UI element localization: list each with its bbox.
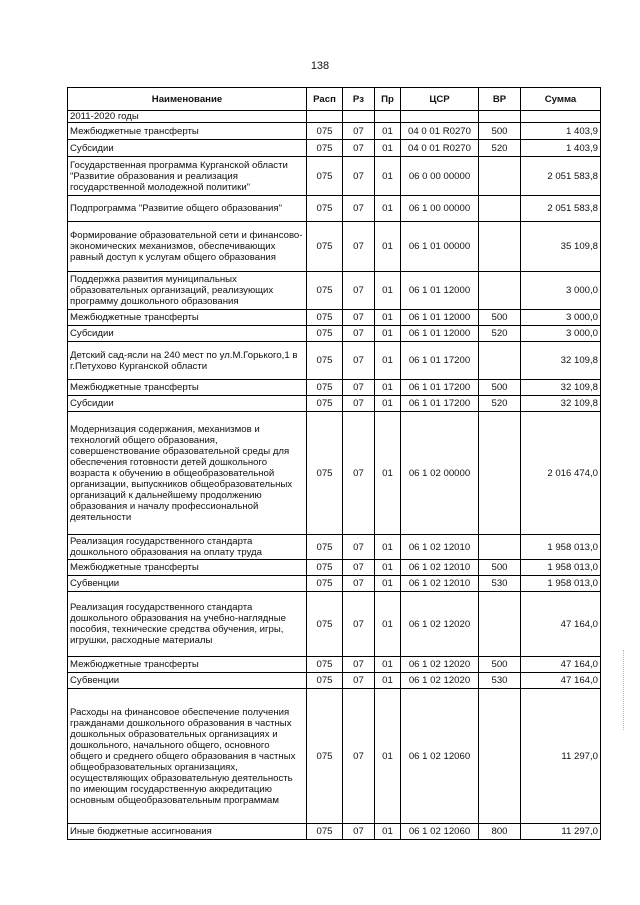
row-rasp: 075 (307, 824, 343, 840)
row-sum: 11 297,0 (521, 689, 601, 824)
row-sum: 1 958 013,0 (521, 535, 601, 560)
row-csr: 06 1 00 00000 (401, 196, 479, 222)
row-rz: 07 (343, 824, 375, 840)
row-rz: 07 (343, 657, 375, 673)
table-row (68, 380, 601, 396)
row-pr: 01 (375, 657, 401, 673)
row-vr: 500 (479, 657, 521, 673)
row-csr: 06 1 02 12060 (401, 689, 479, 824)
table-row (68, 272, 601, 310)
row-vr: 800 (479, 824, 521, 840)
row-pr: 01 (375, 673, 401, 689)
row-sum: 1 958 013,0 (521, 576, 601, 592)
row-csr: 06 1 02 12020 (401, 657, 479, 673)
row-sum: 32 109,8 (521, 342, 601, 380)
table-row (68, 560, 601, 576)
row-vr: 500 (479, 380, 521, 396)
row-rz: 07 (343, 412, 375, 535)
table-row (68, 824, 601, 840)
row-sum: 47 164,0 (521, 673, 601, 689)
table-row (68, 111, 601, 123)
row-vr: 500 (479, 310, 521, 326)
row-sum: 3 000,0 (521, 310, 601, 326)
row-pr: 01 (375, 689, 401, 824)
row-csr: 06 1 02 12060 (401, 824, 479, 840)
table-row (68, 657, 601, 673)
row-sum: 3 000,0 (521, 326, 601, 342)
row-pr: 01 (375, 326, 401, 342)
row-sum: 11 297,0 (521, 824, 601, 840)
table-row (68, 326, 601, 342)
row-pr: 01 (375, 272, 401, 310)
table-row (68, 310, 601, 326)
row-pr: 01 (375, 396, 401, 412)
row-csr: 06 1 02 12020 (401, 592, 479, 657)
row-rz: 07 (343, 310, 375, 326)
table-row (68, 576, 601, 592)
header-sum: Сумма (521, 88, 601, 111)
row-name: Межбюджетные трансферты (68, 560, 307, 576)
row-name: Расходы на финансовое обеспечение получения гражданами дошкольного образования в частных дошкольных образовательных организациях и дошкольного, начального общего, основного общего и среднего общего образования в частных общеобразовательных организациях, осуществляющих образовательную деятельность по имеющим государственную аккредитацию основным общеобразовательным программам (68, 689, 307, 824)
row-rasp: 075 (307, 396, 343, 412)
row-rasp: 075 (307, 326, 343, 342)
row-rz: 07 (343, 576, 375, 592)
row-name: Субвенции (68, 673, 307, 689)
row-rz: 07 (343, 222, 375, 272)
row-rasp: 075 (307, 310, 343, 326)
row-csr: 06 1 01 12000 (401, 310, 479, 326)
row-rz: 07 (343, 535, 375, 560)
row-csr: 04 0 01 R0270 (401, 140, 479, 157)
row-name: Межбюджетные трансферты (68, 310, 307, 326)
table-row (68, 592, 601, 657)
row-rasp: 075 (307, 412, 343, 535)
row-name: Государственная программа Курганской области "Развитие образования и реализация государственной молодежной политики" (68, 157, 307, 196)
row-rz: 07 (343, 560, 375, 576)
row-vr: 500 (479, 560, 521, 576)
row-vr (479, 535, 521, 560)
row-name: Поддержка развития муниципальных образовательных организаций, реализующих программу дошкольного образования (68, 272, 307, 310)
row-pr: 01 (375, 196, 401, 222)
row-rz: 07 (343, 123, 375, 140)
row-pr: 01 (375, 222, 401, 272)
row-pr: 01 (375, 310, 401, 326)
row-vr: 520 (479, 326, 521, 342)
row-pr: 01 (375, 342, 401, 380)
row-rasp: 075 (307, 380, 343, 396)
row-rasp: 075 (307, 592, 343, 657)
row-name: Субсидии (68, 326, 307, 342)
row-pr: 01 (375, 576, 401, 592)
row-name: Реализация государственного стандарта дошкольного образования на оплату труда (68, 535, 307, 560)
table-row (68, 140, 601, 157)
table-header-row (68, 88, 601, 111)
row-sum: 32 109,8 (521, 396, 601, 412)
row-vr (479, 412, 521, 535)
row-pr: 01 (375, 380, 401, 396)
row-vr: 520 (479, 140, 521, 157)
row-rasp: 075 (307, 272, 343, 310)
row-rz: 07 (343, 592, 375, 657)
row-pr: 01 (375, 824, 401, 840)
row-pr: 01 (375, 412, 401, 535)
row-pr: 01 (375, 535, 401, 560)
row-rasp: 075 (307, 657, 343, 673)
row-vr (479, 342, 521, 380)
row-vr: 530 (479, 673, 521, 689)
row-csr: 06 1 01 17200 (401, 380, 479, 396)
row-vr (479, 272, 521, 310)
header-pr: Пр (375, 88, 401, 111)
page-number: 138 (310, 60, 330, 72)
row-csr: 06 1 02 00000 (401, 412, 479, 535)
row-name: Подпрограмма "Развитие общего образования" (68, 196, 307, 222)
table-row (68, 673, 601, 689)
row-rz: 07 (343, 380, 375, 396)
row-csr: 06 1 02 12010 (401, 576, 479, 592)
row-vr: 520 (479, 396, 521, 412)
budget-table (67, 87, 601, 840)
header-csr: ЦСР (401, 88, 479, 111)
row-sum: 3 000,0 (521, 272, 601, 310)
table-row (68, 157, 601, 196)
row-rz (343, 111, 375, 123)
row-pr: 01 (375, 560, 401, 576)
row-rasp: 075 (307, 157, 343, 196)
row-vr (479, 157, 521, 196)
row-name: Межбюджетные трансферты (68, 657, 307, 673)
row-rasp (307, 111, 343, 123)
scan-margin-mark (623, 650, 630, 730)
row-vr (479, 111, 521, 123)
row-pr: 01 (375, 592, 401, 657)
row-vr: 530 (479, 576, 521, 592)
row-vr (479, 222, 521, 272)
row-rz: 07 (343, 342, 375, 380)
row-csr: 06 1 02 12010 (401, 560, 479, 576)
table-row (68, 123, 601, 140)
table-row (68, 196, 601, 222)
row-rasp: 075 (307, 689, 343, 824)
row-vr (479, 689, 521, 824)
row-sum (521, 111, 601, 123)
row-csr: 06 1 01 00000 (401, 222, 479, 272)
row-name: Субвенции (68, 576, 307, 592)
row-vr (479, 196, 521, 222)
row-csr: 06 1 01 12000 (401, 272, 479, 310)
row-sum: 1 403,9 (521, 140, 601, 157)
row-vr: 500 (479, 123, 521, 140)
row-name: 2011-2020 годы (68, 111, 307, 123)
row-rz: 07 (343, 157, 375, 196)
row-name: Реализация государственного стандарта дошкольного образования на учебно-наглядные пособия, технические средства обучения, игры, игрушки, расходные материалы (68, 592, 307, 657)
row-rz: 07 (343, 396, 375, 412)
row-sum: 32 109,8 (521, 380, 601, 396)
row-name: Иные бюджетные ассигнования (68, 824, 307, 840)
table-row (68, 342, 601, 380)
row-vr (479, 592, 521, 657)
row-sum: 2 016 474,0 (521, 412, 601, 535)
table-row (68, 412, 601, 535)
row-csr: 06 1 02 12010 (401, 535, 479, 560)
row-name: Межбюджетные трансферты (68, 123, 307, 140)
header-vr: ВР (479, 88, 521, 111)
row-rz: 07 (343, 196, 375, 222)
row-csr: 06 0 00 00000 (401, 157, 479, 196)
row-csr: 06 1 01 12000 (401, 326, 479, 342)
row-sum: 2 051 583,8 (521, 157, 601, 196)
row-name: Субсидии (68, 140, 307, 157)
row-rasp: 075 (307, 123, 343, 140)
row-sum: 47 164,0 (521, 592, 601, 657)
table-row (68, 689, 601, 824)
row-rasp: 075 (307, 673, 343, 689)
row-pr (375, 111, 401, 123)
row-csr: 06 1 02 12020 (401, 673, 479, 689)
table-row (68, 535, 601, 560)
row-csr: 06 1 01 17200 (401, 396, 479, 412)
row-csr: 06 1 01 17200 (401, 342, 479, 380)
table-row (68, 222, 601, 272)
header-rz: Рз (343, 88, 375, 111)
row-rz: 07 (343, 673, 375, 689)
row-rasp: 075 (307, 140, 343, 157)
row-name: Модернизация содержания, механизмов и технологий общего образования, совершенствование образовательной среды для обеспечения готовности детей дошкольного возраста к обучению в общеобразовательной организации, выпускников общеобразовательных организаций к дальнейшему продолжению образования и началу профессиональной деятельности (68, 412, 307, 535)
row-pr: 01 (375, 140, 401, 157)
row-pr: 01 (375, 123, 401, 140)
row-rz: 07 (343, 272, 375, 310)
row-rz: 07 (343, 140, 375, 157)
row-name: Субсидии (68, 396, 307, 412)
row-csr: 04 0 01 R0270 (401, 123, 479, 140)
row-rasp: 075 (307, 560, 343, 576)
row-rz: 07 (343, 689, 375, 824)
header-rasp: Расп (307, 88, 343, 111)
row-name: Межбюджетные трансферты (68, 380, 307, 396)
row-sum: 47 164,0 (521, 657, 601, 673)
row-rasp: 075 (307, 196, 343, 222)
row-sum: 1 958 013,0 (521, 560, 601, 576)
row-csr (401, 111, 479, 123)
row-rz: 07 (343, 326, 375, 342)
row-rasp: 075 (307, 342, 343, 380)
row-sum: 35 109,8 (521, 222, 601, 272)
row-sum: 2 051 583,8 (521, 196, 601, 222)
row-rasp: 075 (307, 576, 343, 592)
row-rasp: 075 (307, 222, 343, 272)
row-name: Детский сад-ясли на 240 мест по ул.М.Горького,1 в г.Петухово Курганской области (68, 342, 307, 380)
row-sum: 1 403,9 (521, 123, 601, 140)
table-row (68, 396, 601, 412)
row-pr: 01 (375, 157, 401, 196)
header-name: Наименование (68, 88, 307, 111)
row-name: Формирование образовательной сети и финансово-экономических механизмов, обеспечивающих равный доступ к услугам общего образования (68, 222, 307, 272)
row-rasp: 075 (307, 535, 343, 560)
